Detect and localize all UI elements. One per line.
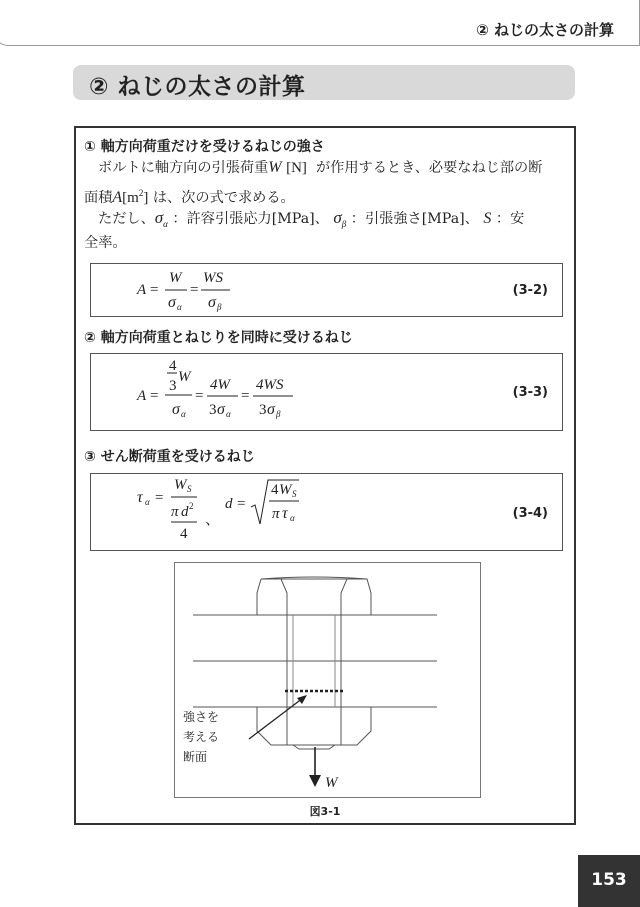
eq1-den1-alpha: α <box>177 302 182 312</box>
eq2-num3: 4WS <box>256 377 284 393</box>
eq2-num-four: 4 <box>169 358 177 374</box>
bolt-head <box>257 577 371 615</box>
eq2-den2-three: 3 <box>209 402 217 418</box>
label-strength: 強さを <box>183 710 220 724</box>
eq3-sqrt-num-4: 4 <box>271 482 279 498</box>
page-number-tab <box>578 855 640 907</box>
eq3-equals-2: = <box>237 496 246 512</box>
eq2-equals-1: = <box>150 388 159 404</box>
eq3-sqrt-den-tau: τ <box>282 505 288 522</box>
eq1-equals-1: = <box>150 282 159 298</box>
eq1-equals-2: = <box>190 282 199 298</box>
figure-caption: 図3-1 <box>309 805 341 818</box>
paragraph-line-4: 全率。 <box>84 235 127 251</box>
eq2-equals-3: = <box>241 388 250 404</box>
eq1-den2-beta: β <box>217 302 222 312</box>
eq1-den1-sigma: σ <box>168 294 176 311</box>
section-heading-3: ③ せん断荷重を受けるねじ <box>84 449 255 465</box>
equation-number-3-2: (3-2) <box>512 283 548 298</box>
eq1-num1: W <box>169 270 182 286</box>
page-title: ② ねじの太さの計算 <box>89 74 306 100</box>
equation-box-3-3 <box>90 353 563 431</box>
equation-number-3-4: (3-4) <box>512 506 548 521</box>
eq2-A: A <box>137 388 147 404</box>
bolt-diagram <box>175 563 480 797</box>
paragraph-line-2: 面積$A[m^2]$ は、次の式で求める。 <box>84 188 295 206</box>
eq3-sqrt-num-W: W <box>279 482 292 498</box>
paragraph-line-1: ボルトに軸方向の引張荷重W [N] が作用するとき、必要なねじ部の断 <box>98 159 543 176</box>
page-header <box>0 0 640 48</box>
eq2-den-sigma: σ <box>172 401 180 418</box>
eq3-den-d: d <box>181 504 189 520</box>
page-number: 153 <box>591 870 627 890</box>
eq2-num2: 4W <box>210 377 230 393</box>
label-section: 断面 <box>183 750 208 764</box>
eq2-den2-alpha: α <box>226 409 231 419</box>
eq3-den-four: 4 <box>180 526 188 542</box>
equation-3-4 <box>91 474 391 552</box>
eq2-den2-sigma: σ <box>217 401 225 418</box>
bolt-tip <box>293 745 335 749</box>
section-heading-1: ① 軸方向荷重だけを受けるねじの強さ <box>84 139 325 155</box>
nut <box>257 707 371 745</box>
content-box <box>74 126 576 825</box>
eq3-den-sup2: 2 <box>189 501 194 511</box>
label-consider: 考える <box>183 730 220 744</box>
eq3-num-W: W <box>174 477 187 493</box>
eq1-num2: WS <box>203 270 223 286</box>
eq3-tau-alpha: α <box>145 497 150 507</box>
equation-box-3-4 <box>90 473 563 551</box>
eq2-den3-sigma: σ <box>267 401 275 418</box>
eq3-sep: 、 <box>205 512 221 528</box>
equation-box-3-2 <box>90 263 563 317</box>
eq3-sqrt-den-pi: π <box>272 506 280 522</box>
pointer-arrowhead <box>297 695 307 704</box>
load-arrowhead <box>309 775 321 787</box>
eq2-num-three: 3 <box>169 378 177 394</box>
figure-3-1 <box>174 562 481 798</box>
equation-number-3-3: (3-3) <box>512 385 548 400</box>
paragraph-line-3: ただし、$\sigma_\alpha$ ：許容引張応力[MPa]、 $\sigma_\beta$ ：引張強さ[MPa]、 S ：安 <box>98 208 525 229</box>
eq2-equals-2: = <box>195 388 204 404</box>
load-label: W <box>325 775 338 791</box>
eq1-A: A <box>137 282 147 298</box>
eq2-den-alpha: α <box>181 409 186 419</box>
eq3-d: d <box>225 496 233 512</box>
eq3-tau: τ <box>137 489 143 506</box>
title-bar <box>73 65 575 100</box>
eq3-num-S: S <box>187 484 192 494</box>
eq1-den2-sigma: σ <box>208 294 216 311</box>
eq3-den-pi: π <box>171 504 179 520</box>
eq2-num-W: W <box>178 369 191 385</box>
section-heading-2: ② 軸方向荷重とねじりを同時に受けるねじ <box>84 330 353 346</box>
running-head: ② ねじの太さの計算 <box>476 21 614 39</box>
eq3-sqrt-num-S: S <box>292 489 297 499</box>
eq3-sqrt-den-alpha: α <box>290 513 295 523</box>
equation-3-3 <box>91 354 391 432</box>
eq2-den3-three: 3 <box>259 402 267 418</box>
eq3-equals-1: = <box>155 490 164 506</box>
eq2-den3-beta: β <box>276 409 281 419</box>
equation-3-2 <box>91 264 391 318</box>
